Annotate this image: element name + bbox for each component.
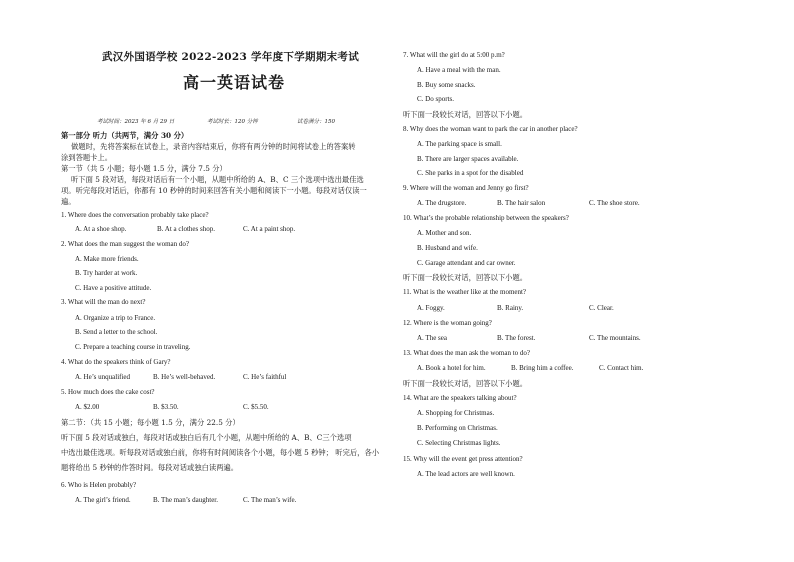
option-9c: C. The shoe store. [589,199,640,207]
question-3: 3. What will the man do next? [61,298,146,306]
option-8c: C. She parks in a spot for the disabled [417,169,524,177]
question-9: 9. Where will the woman and Jenny go first? [403,184,529,192]
instruction-line: 涂到答题卡上。 [61,153,113,162]
page-title: 高一英语试卷 [183,73,286,92]
option-3b: B. Send a letter to the school. [75,328,158,336]
option-13c: C. Contact him. [599,364,644,372]
option-4a: A. He’s unqualified [75,373,131,381]
exam-duration: 考试时长：120 分钟 [207,119,258,125]
question-4: 4. What do the speakers think of Gary? [61,358,171,366]
option-9b: B. The hair salon [497,199,546,207]
option-8a: A. The parking space is small. [417,140,502,148]
option-4b: B. He’s well-behaved. [153,373,216,381]
instruction-line: 中选出最佳选项。听每段对话或独白前，你将有时间阅读各个小题，每小题 5 秒钟； 听完后，各小 [61,448,380,457]
option-1b: B. At a clothes shop. [157,225,215,233]
option-13b: B. Bring him a coffee. [511,364,574,372]
group-note: 听下面一段较长对话，回答以下小题。 [403,110,528,119]
question-11: 11. What is the weather like at the moment? [403,288,527,296]
question-12: 12. Where is the woman going? [403,319,492,327]
question-6: 6. Who is Helen probably? [61,481,137,489]
exam-date: 考试时间：2023 年 6 月 29 日 [97,119,175,125]
instruction-line: 听下面 5 段对话或独白，每段对话或独白后有几个小题，从题中所给的 A、B、C三个选项 [61,433,352,442]
option-12a: A. The sea [417,334,447,342]
option-10c: C. Garage attendant and car owner. [417,259,516,267]
question-5: 5. How much does the cake cost? [61,388,155,396]
option-7a: A. Have a meal with the man. [417,66,501,74]
option-1a: A. At a shoe shop. [75,225,127,233]
option-14a: A. Shopping for Christmas. [417,409,495,417]
group-note: 听下面一段较长对话，回答以下小题。 [403,379,528,388]
option-3a: A. Organize a trip to France. [75,314,156,322]
question-14: 14. What are the speakers talking about? [403,394,517,402]
instruction-line: 做题时，先将答案标在试卷上，录音内容结束后，你将有两分钟的时间将试卷上的答案转 [71,142,356,151]
instruction-line: 项。听完每段对话后，你都有 10 秒钟的时间来回答有关小题和阅读下一小题。每段对话仅读一 [61,186,367,195]
option-12b: B. The forest. [497,334,536,342]
option-7b: B. Buy some snacks. [417,81,476,89]
option-1c: C. At a paint shop. [243,225,296,233]
section1-heading: 第一节（共 5 小题；每小题 1.5 分，满分 7.5 分） [61,164,227,173]
question-10: 10. What’s the probable relationship between the speakers? [403,214,569,222]
option-14b: B. Performing on Christmas. [417,424,498,432]
question-1: 1. Where does the conversation probably take place? [61,211,209,219]
option-2a: A. Make more friends. [75,255,139,263]
option-11b: B. Rainy. [497,304,524,312]
instruction-line: 听下面 5 段对话，每段对话后有一个小题，从题中所给的 A、B、C 三个选项中选出最佳选 [71,175,364,184]
option-5b: B. $3.50. [153,403,179,411]
option-10b: B. Husband and wife. [417,244,478,252]
option-2c: C. Have a positive attitude. [75,284,152,292]
option-11a: A. Foggy. [417,304,445,312]
option-10a: A. Mother and son. [417,229,472,237]
question-15: 15. Why will the event get press attention? [403,455,523,463]
option-5a: A. $2.00 [75,403,100,411]
option-4c: C. He’s faithful [243,373,287,381]
option-15a: A. The lead actors are well known. [417,470,515,478]
instruction-line: 遍。 [61,197,76,206]
exam-total-score: 试卷满分：150 [297,119,335,125]
section2-heading: 第二节：（共 15 小题；每小题 1.5 分，满分 22.5 分） [61,418,240,427]
option-6a: A. The girl’s friend. [75,496,131,504]
school-exam-header: 武汉外国语学校 2022-2023 学年度下学期期末考试 [102,51,360,63]
option-13a: A. Book a hotel for him. [417,364,486,372]
option-8b: B. There are larger spaces available. [417,155,519,163]
group-note: 听下面一段较长对话，回答以下小题。 [403,273,528,282]
part1-heading: 第一部分 听力（共两节，满分 30 分） [61,131,189,140]
question-8: 8. Why does the woman want to park the car in another place? [403,125,578,133]
option-7c: C. Do sports. [417,95,454,103]
option-2b: B. Try harder at work. [75,269,138,277]
question-13: 13. What does the man ask the woman to do? [403,349,531,357]
option-12c: C. The mountains. [589,334,641,342]
option-11c: C. Clear. [589,304,614,312]
option-6c: C. The man’s wife. [243,496,297,504]
instruction-line: 题将给出 5 秒钟的作答时间。每段对话或独白读两遍。 [61,463,239,472]
option-6b: B. The man’s daughter. [153,496,218,504]
option-14c: C. Selecting Christmas lights. [417,439,501,447]
option-5c: C. $5.50. [243,403,269,411]
question-2: 2. What does the man suggest the woman do? [61,240,189,248]
question-7: 7. What will the girl do at 5:00 p.m? [403,51,505,59]
option-3c: C. Prepare a teaching course in traveling. [75,343,191,351]
option-9a: A. The drugstore. [417,199,467,207]
